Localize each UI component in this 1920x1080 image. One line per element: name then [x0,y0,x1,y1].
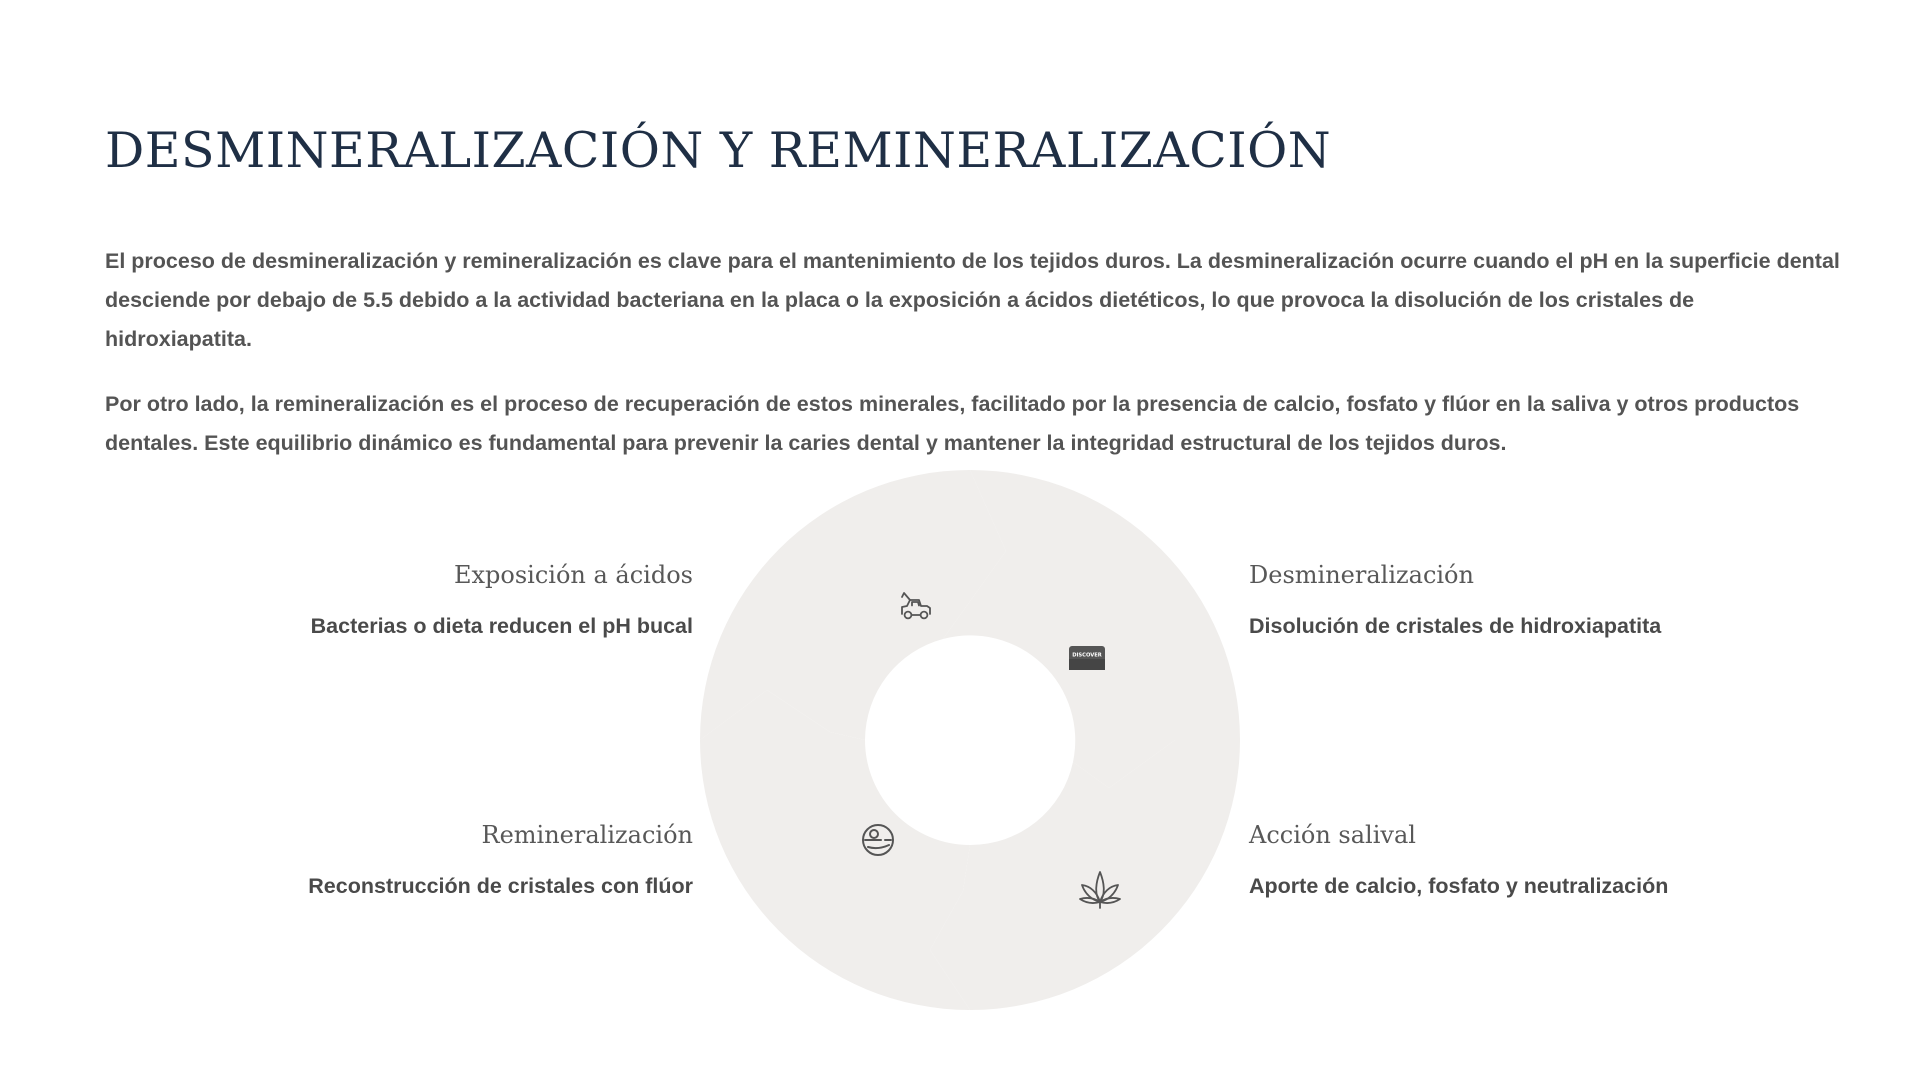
cycle-segment-exposicion-acidos [700,470,1006,740]
discover-card-label: DISCOVER [1072,652,1102,659]
cycle-item-remineralizacion [213,820,693,900]
discover-card-icon [1069,646,1105,670]
slide-title: DESMINERALIZACIÓN Y REMINERALIZACIÓN [105,122,1332,179]
cycle-item-description: Reconstrucción de cristales con flúor [308,874,693,898]
cycle-item-description: Aporte de calcio, fosfato y neutralización [1249,874,1669,898]
cycle-item-title: Exposición a ácidos [453,561,693,589]
cycle-diagram [700,470,1240,1010]
cycle-item-description: Disolución de cristales de hidroxiapatita [1249,614,1662,638]
cycle-item-description: Bacterias o dieta reducen el pH bucal [310,614,693,638]
second-paragraph: Por otro lado, la remineralización es el proceso de recuperación de estos minerales, facilitado por la presencia de calcio, fosfato y flúor en la saliva y otros productos dentales. Este equilibrio dinámico es fundamental para prevenir la caries dental y mantener la integridad estructural de los tejidos duros. [105,392,1800,455]
cycle-segment-remineralizacion [700,690,970,1010]
cycle-item-title: Remineralización [481,821,693,849]
cycle-segment-accion-salival [930,740,1240,1010]
cycle-item-desmineralizacion [1249,560,1729,640]
intro-paragraph: El proceso de desmineralización y remineralización es clave para el mantenimiento de los tejidos duros. La desmineralización ocurre cuando el pH en la superficie dental desciende por debajo de 5.5 debido a la actividad bacteriana en la placa o la exposición a ácidos dietéticos, lo que provoca la disolución de los cristales de hidroxiapatita. [105,249,1840,351]
cycle-item-accion-salival [1249,820,1729,900]
cycle-item-exposicion-acidos [213,560,693,640]
cycle-item-title: Desmineralización [1249,561,1474,589]
cycle-item-title: Acción salival [1249,821,1416,849]
